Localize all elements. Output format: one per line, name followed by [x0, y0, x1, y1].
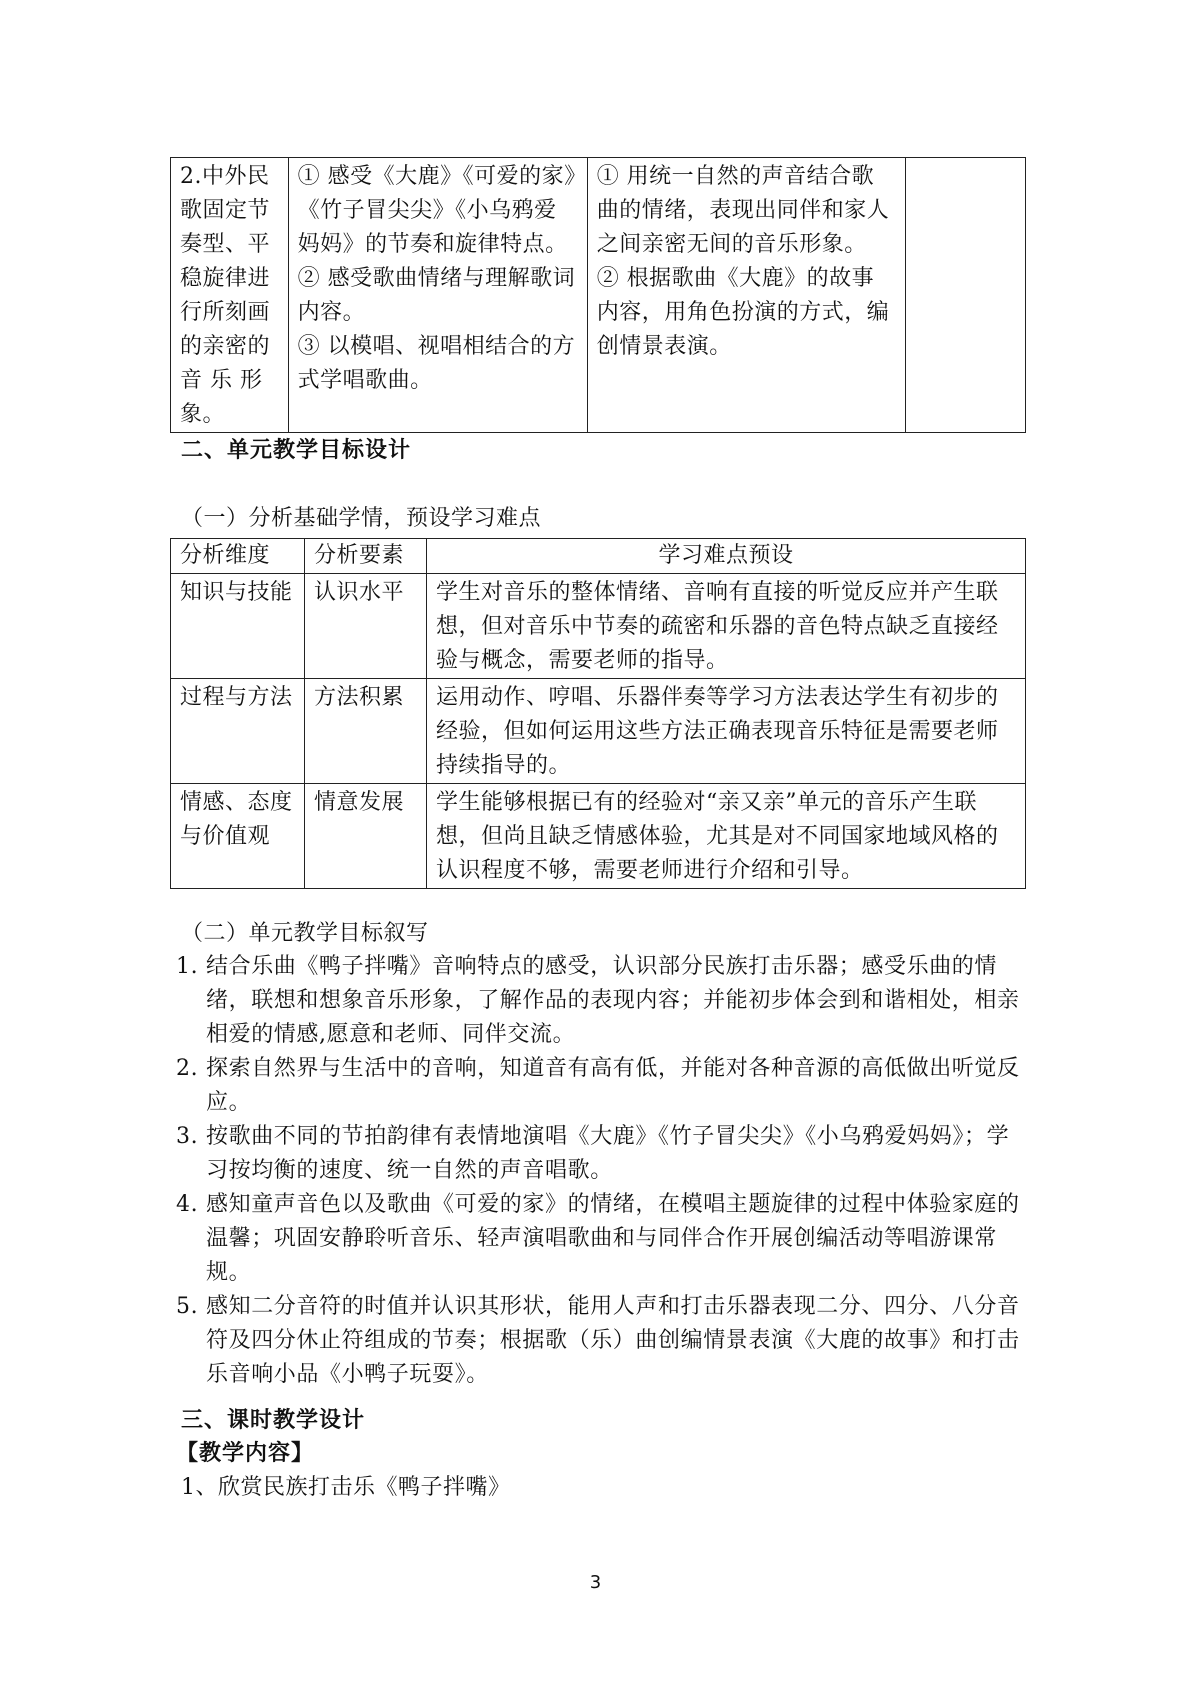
cell-text: 2.中外民歌固定节奏型、平稳旋律进行所刻画的亲密的音 乐 形象。 [180, 164, 271, 427]
list-item [176, 1188, 1026, 1290]
page-number: 3 [589, 1572, 602, 1593]
cell-line: ① 感受《大鹿》《可爱的家》《竹子冒尖尖》《小乌鸦爱妈妈》的节奏和旋律特点。 [297, 164, 576, 257]
section-heading: 二、单元教学目标设计 [181, 437, 412, 463]
content-heading: 【教学内容】 [176, 1440, 315, 1466]
objectives-list [176, 950, 1026, 1392]
table-row [171, 158, 1026, 433]
list-text: 感知二分音符的时值并认识其形状，能用人声和打击乐器表现二分、四分、八分音符及四分休止符组成的节奏；根据歌（乐）曲创编情景表演《大鹿的故事》和打击乐音响小品《小鸭子玩耍》。 [206, 1294, 1020, 1387]
list-number: 5. [176, 1294, 199, 1319]
table-header-cell: 分析要素 [305, 539, 427, 574]
section-heading: 三、课时教学设计 [181, 1407, 366, 1433]
table-cell: 过程与方法 [171, 679, 305, 784]
table-header-cell: 分析维度 [171, 539, 305, 574]
table-cell: 学生能够根据已有的经验对“亲又亲”单元的音乐产生联想，但尚且缺乏情感体验，尤其是对不同国家地域风格的认识程度不够，需要老师进行介绍和引导。 [427, 784, 1026, 889]
table-cell: 知识与技能 [171, 574, 305, 679]
list-number: 4. [176, 1192, 199, 1217]
list-text: 按歌曲不同的节拍韵律有表情地演唱《大鹿》《竹子冒尖尖》《小乌鸦爱妈妈》；学习按均衡的速度、统一自然的声音唱歌。 [206, 1124, 1010, 1183]
table-cell [171, 158, 289, 433]
table-cell [288, 158, 587, 433]
top-table [170, 157, 1026, 433]
list-number: 2. [176, 1056, 199, 1081]
table-row [171, 574, 1026, 679]
list-item [176, 1290, 1026, 1392]
list-number: 3. [176, 1124, 199, 1149]
table-cell: 情意发展 [305, 784, 427, 889]
table-header-cell: 学习难点预设 [427, 539, 1026, 574]
cell-line: ② 感受歌曲情绪与理解歌词内容。 [297, 266, 576, 325]
table-cell [906, 158, 1026, 433]
table-cell: 认识水平 [305, 574, 427, 679]
table-row [171, 679, 1026, 784]
subsection-heading: （二）单元教学目标叙写 [181, 921, 429, 946]
list-text: 结合乐曲《鸭子拌嘴》音响特点的感受，认识部分民族打击乐器；感受乐曲的情绪，联想和想象音乐形象，了解作品的表现内容；并能初步体会到和谐相处，相亲相爱的情感,愿意和老师、同伴交流。 [206, 954, 1020, 1047]
table-cell: 情感、态度与价值观 [171, 784, 305, 889]
table-cell: 方法积累 [305, 679, 427, 784]
cell-line: ② 根据歌曲《大鹿》的故事内容，用角色扮演的方式，编创情景表演。 [596, 266, 890, 359]
table-header-row [171, 539, 1026, 574]
analysis-table [170, 538, 1026, 889]
list-item [176, 950, 1026, 1052]
list-item [176, 1120, 1026, 1188]
table-cell: 学生对音乐的整体情绪、音响有直接的听觉反应并产生联想，但对音乐中节奏的疏密和乐器的音色特点缺乏直接经验与概念，需要老师的指导。 [427, 574, 1026, 679]
cell-line: ① 用统一自然的声音结合歌曲的情绪，表现出同伴和家人之间亲密无间的音乐形象。 [596, 164, 890, 257]
table-cell: 运用动作、哼唱、乐器伴奏等学习方法表达学生有初步的经验，但如何运用这些方法正确表现音乐特征是需要老师持续指导的。 [427, 679, 1026, 784]
cell-line: ③ 以模唱、视唱相结合的方式学唱歌曲。 [297, 334, 576, 393]
table-row [171, 784, 1026, 889]
subsection-heading: （一）分析基础学情，预设学习难点 [181, 506, 542, 531]
table-cell [587, 158, 905, 433]
list-number: 1. [176, 954, 199, 979]
list-text: 探索自然界与生活中的音响，知道音有高有低，并能对各种音源的高低做出听觉反应。 [206, 1056, 1020, 1115]
list-text: 感知童声音色以及歌曲《可爱的家》的情绪，在模唱主题旋律的过程中体验家庭的温馨；巩固安静聆听音乐、轻声演唱歌曲和与同伴合作开展创编活动等唱游课常规。 [206, 1192, 1020, 1285]
list-item [176, 1052, 1026, 1120]
content-item: 1、欣赏民族打击乐《鸭子拌嘴》 [181, 1475, 511, 1500]
